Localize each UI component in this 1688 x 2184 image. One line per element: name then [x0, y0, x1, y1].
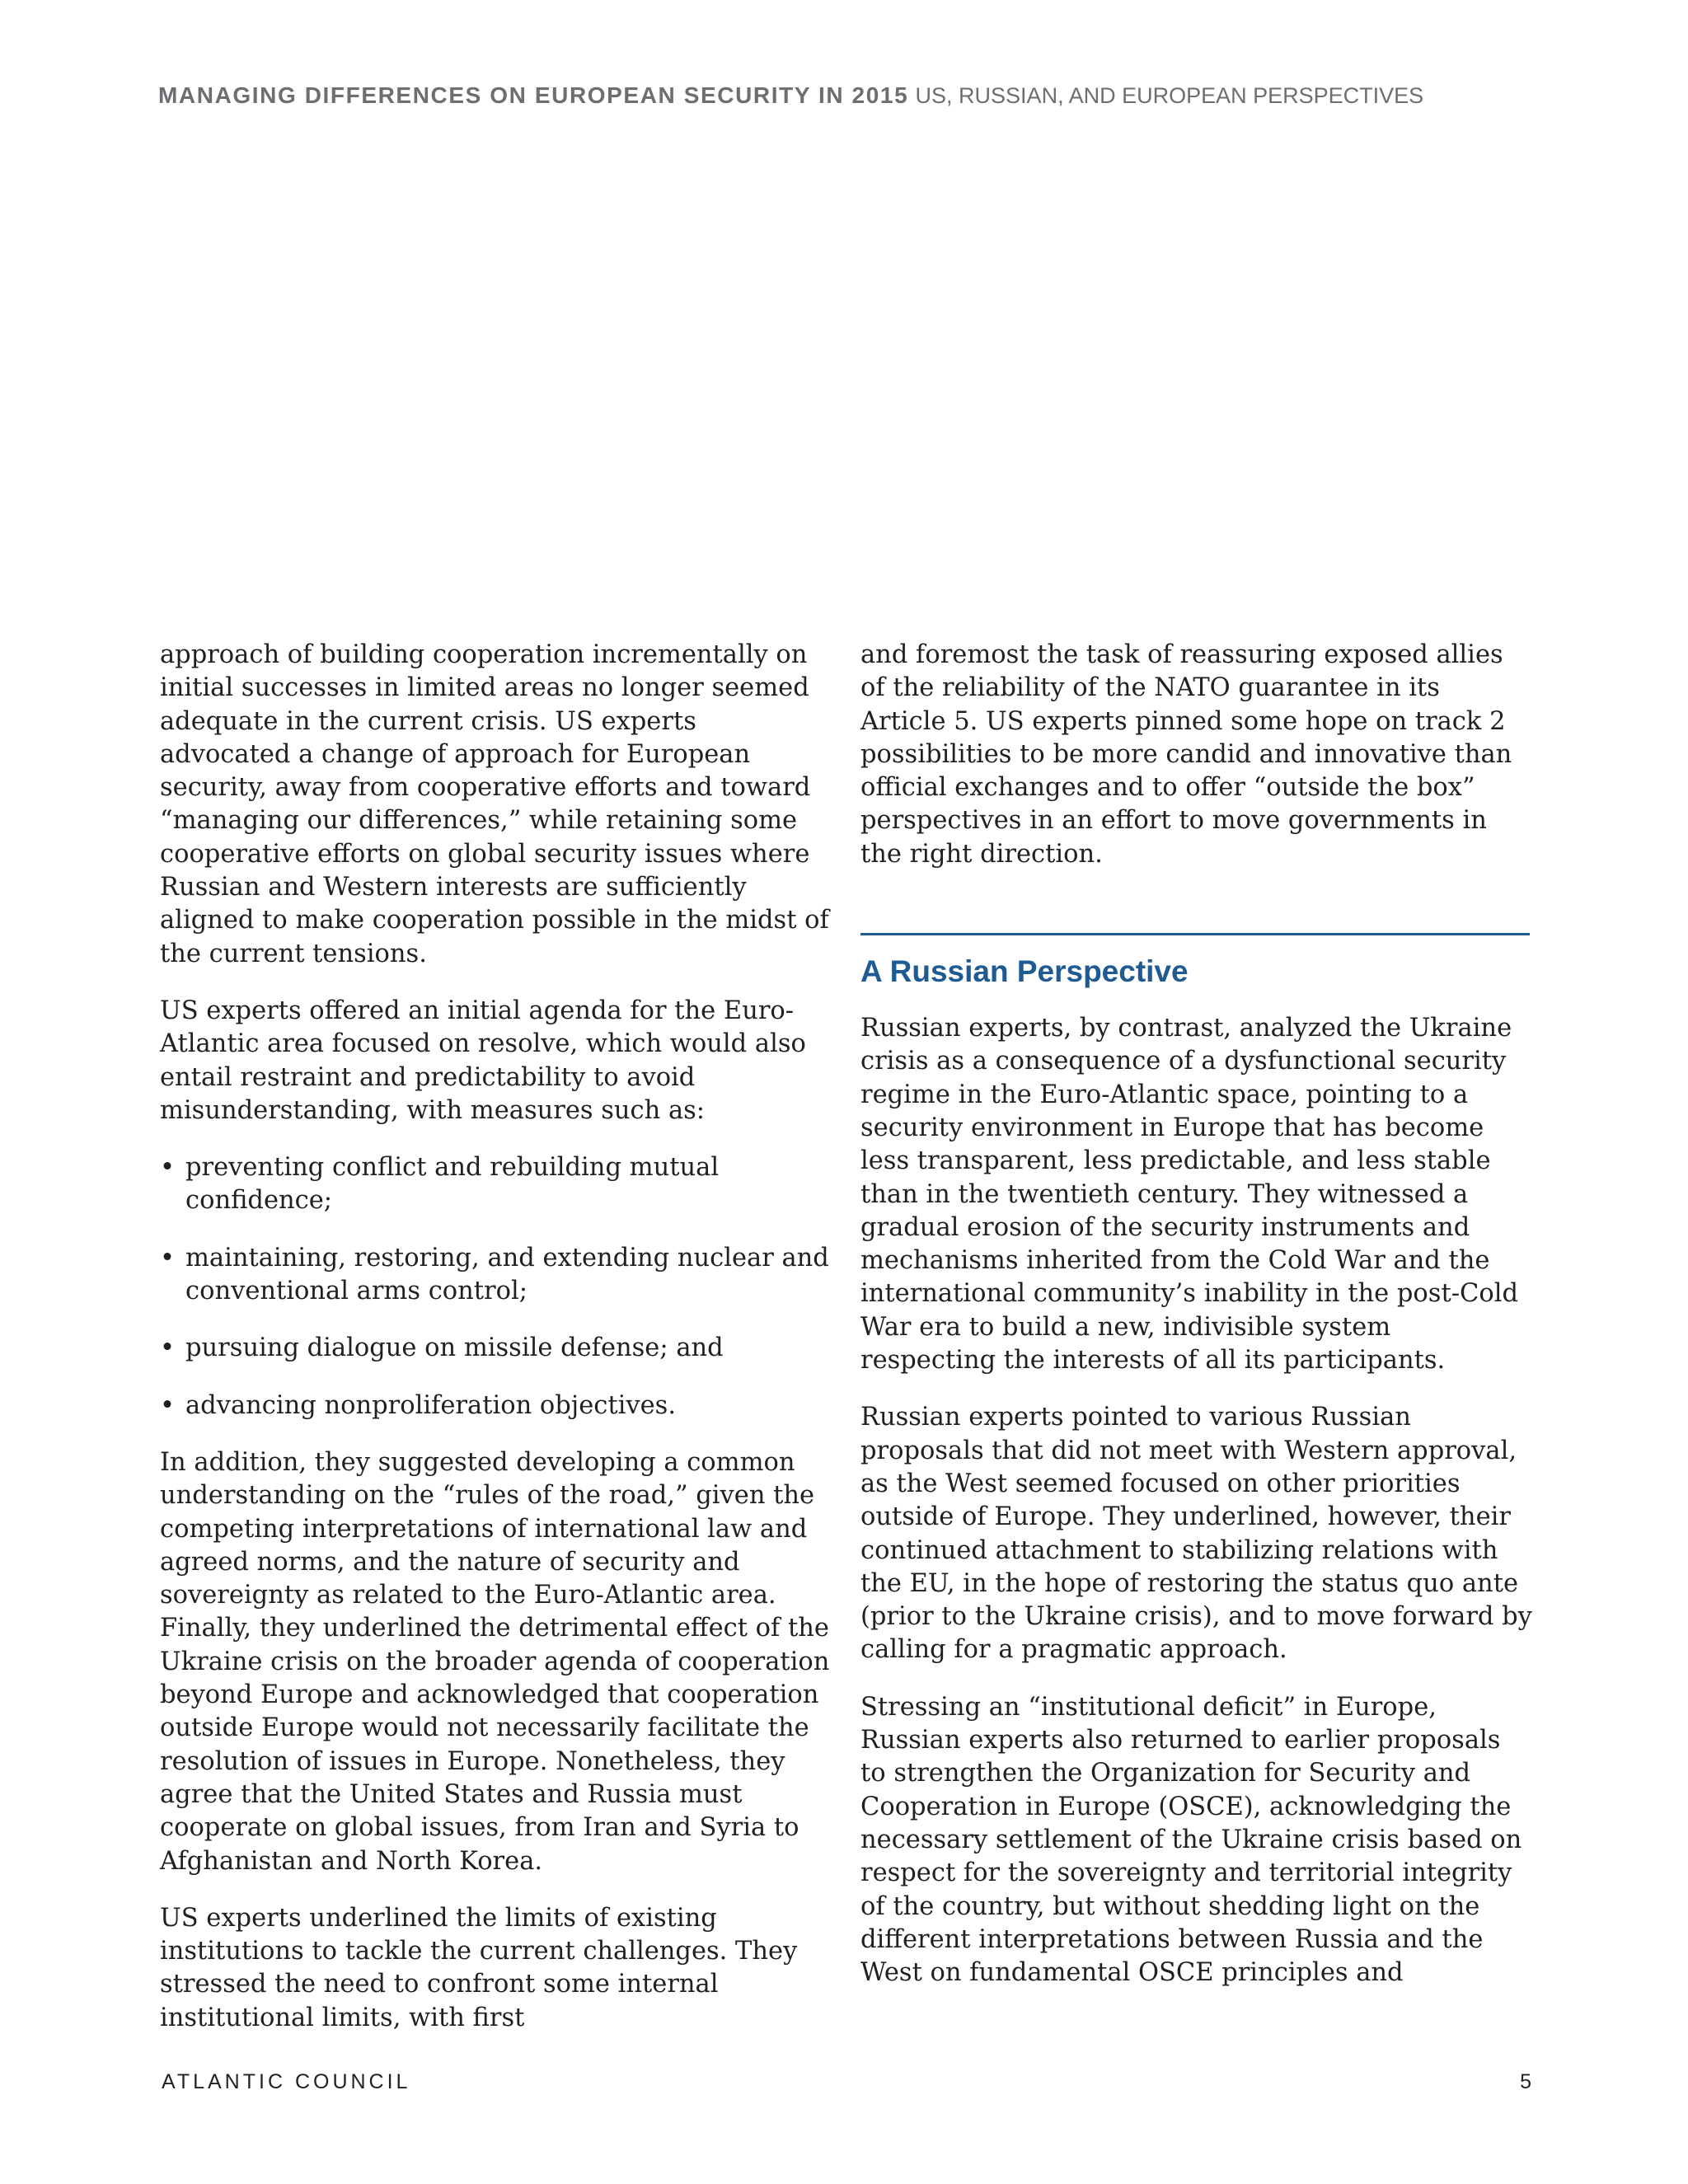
right-paragraph-2: Russian experts pointed to various Russian proposals that did not meet with Western approval, as the West seemed focused on other priorities outside of Europe. They underlined, however, their continued attachment to stabilizing relations with the EU, in the hope of restoring the status quo ante (prior to the Ukraine crisis), and to move forward by calling for a pragmatic approach.: [860, 1403, 1532, 1665]
running-header: [158, 82, 1559, 109]
bullet-item: [160, 1151, 832, 1218]
bullet-icon: •: [160, 1390, 175, 1420]
footer-organization: ATLANTIC COUNCIL: [162, 2070, 411, 2093]
left-column: [160, 639, 832, 2059]
left-paragraph-3: In addition, they suggested developing a common understanding on the “rules of the road,” given the competing interpretations of international law and agreed norms, and the nature of security and sovereignty as related to the Euro-Atlantic area. Finally, they underlined the detrimental effect of the Ukraine crisis on the broader agenda of cooperation beyond Europe and acknowledged that cooperation outside Europe would not necessarily facilitate the resolution of issues in Europe. Nonetheless, they agree that the United States and Russia must cooperate on global issues, from Iran and Syria to Afghanistan and North Korea.: [160, 1447, 830, 1876]
bullet-item: [160, 1390, 832, 1422]
page-number: 5: [1520, 2070, 1531, 2093]
right-paragraph-3: Stressing an “institutional deficit” in Europe, Russian experts also returned to earlier proposals to strengthen the Organization for Security and Cooperation in Europe (OSCE), acknowledging the necessary settlement of the Ukraine crisis based on respect for the sovereignty and territorial integrity of the country, but without shedding light on the different interpretations between Russia and the West on fundamental OSCE principles and: [860, 1692, 1522, 1988]
left-paragraph-2: US experts offered an initial agenda for the Euro-Atlantic area focused on resolve, which would also entail restraint and predictability to avoid misunderstanding, with measures such as:: [160, 996, 806, 1125]
bullet-text: preventing conflict and rebuilding mutual confidence;: [185, 1153, 720, 1216]
bullet-item: [160, 1242, 832, 1309]
right-column: [860, 639, 1533, 2013]
header-title: MANAGING DIFFERENCES ON EUROPEAN SECURITY IN 2015: [158, 82, 909, 108]
bullet-item: [160, 1332, 832, 1365]
bullet-icon: •: [160, 1153, 175, 1183]
left-paragraph-4: US experts underlined the limits of existing institutions to tackle the current challenges. They stressed the need to confront some internal institutional limits, with first: [160, 1903, 798, 2032]
section-heading: A Russian Perspective: [860, 954, 1189, 989]
bullet-icon: •: [160, 1243, 175, 1272]
right-paragraph-1: Russian experts, by contrast, analyzed the Ukraine crisis as a consequence of a dysfunctional security regime in the Euro-Atlantic space, pointing to a security environment in Europe that has become less transparent, less predictable, and less stable than in the twentieth century. They witnessed a gradual erosion of the security instruments and mechanisms inherited from the Cold War and the international community’s inability in the post-Cold War era to build a new, indivisible system respecting the interests of all its participants.: [860, 1014, 1518, 1376]
left-paragraph-1: approach of building cooperation incrementally on initial successes in limited areas no longer seemed adequate in the current crisis. US experts advocated a change of approach for European security, away from cooperative efforts and toward “managing our differences,” while retaining some cooperative efforts on global security issues where Russian and Western interests are sufficiently aligned to make cooperation possible in the midst of the current tensions.: [160, 640, 829, 968]
bullet-text: maintaining, restoring, and extending nuclear and conventional arms control;: [185, 1243, 829, 1306]
agenda-bullet-list: [160, 1151, 832, 1422]
header-subtitle: US, RUSSIAN, AND EUROPEAN PERSPECTIVES: [915, 83, 1424, 108]
right-intro-paragraph: and foremost the task of reassuring exposed allies of the reliability of the NATO guarantee in its Article 5. US experts pinned some hope on track 2 possibilities to be more candid and innovative than official exchanges and to offer “outside the box” perspectives in an effort to move governments in the right direction.: [860, 640, 1512, 869]
bullet-text: advancing nonproliferation objectives.: [185, 1390, 677, 1420]
section-divider: [860, 933, 1530, 935]
bullet-icon: •: [160, 1333, 175, 1363]
bullet-text: pursuing dialogue on missile defense; and: [185, 1333, 724, 1363]
